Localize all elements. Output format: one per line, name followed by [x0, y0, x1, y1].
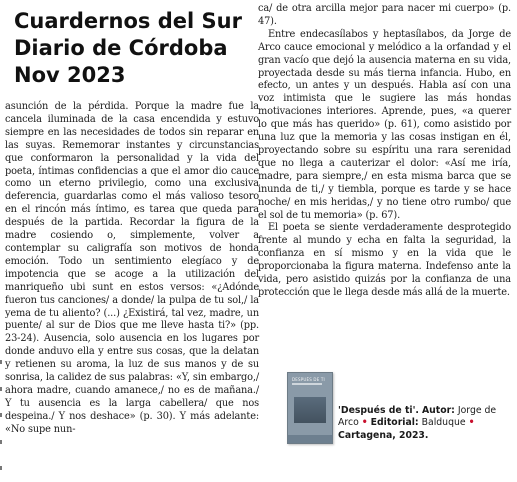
- edge-mark: [0, 360, 2, 364]
- caption-title: 'Después de ti'.: [338, 405, 419, 416]
- caption-publisher-label: Editorial:: [370, 417, 419, 429]
- clipping-header: [14, 8, 254, 89]
- article-paragraph: El poeta se siente verdaderamente desprotegido frente al mundo y echa en falta la seguridad, la confianza en sí mismo y en la vida que le proporcionaba la figura materna. Indefenso ante la vida, pero asistido quizás por la confianza de una protección que le llega desde más allá de la muerte.: [258, 222, 511, 298]
- caption-publisher: Balduque: [421, 417, 466, 429]
- page-edge-marks: [0, 360, 3, 470]
- caption-author-label: Autor:: [421, 405, 455, 416]
- book-cover-title: DESPUÉS DE TI: [292, 377, 325, 382]
- edge-mark: [0, 413, 2, 417]
- book-cover-band: [288, 435, 332, 443]
- header-newspaper-line: Diario de Córdoba: [14, 36, 228, 60]
- book-cover-subtitle-bar: [292, 383, 322, 385]
- book-cover-image: [287, 372, 333, 444]
- book-cover-artwork: [294, 397, 326, 423]
- right-text-column: [258, 3, 511, 300]
- caption-author: Jorge de Arco: [338, 405, 497, 429]
- caption-place-year: Cartagena, 2023.: [338, 429, 429, 441]
- article-paragraph: asunción de la pérdida. Porque la madre fue la cancela iluminada de la casa encendida y estuvo siempre en las necesidades de todos sin reparar en las suyas. Rememorar instantes y circunstancias que conformaron la personalidad y la vida del poeta, íntimas confidencias a que el amor dio cauce como un eterno privilegio, como una exclusiva deferencia, guardarlas como el más valioso tesoro en el rincón más íntimo, es tarea que queda para después de la partida. Recordar la figura de la madre cosiendo o, simplemente, volver a contemplar su caligrafía son motivos de honda emoción. Todo un sentimiento elegíaco y de impotencia que se acoge a la utilización del manriqueño ubi sunt en estos versos: «¿Adónde fueron tus canciones/ a donde/ la pulpa de tu sol,/ la yema de tu aliento? (...) ¿Existirá, tal vez, madre, un puente/ al sur de Dios que me lleve hasta ti?» (pp. 23-24). Ausencia, solo ausencia en los lugares por donde anduvo ella y entre sus cosas, que la delatan y retienen su aroma, la luz de sus manos y de su sonrisa, la calidez de sus palabras: «Y, sin embargo,/ ahora madre, cuando amanece,/ no es de mañana./ Y tu ausencia es la larga cabellera/ que nos despeina./ Y nos deshace» (p. 30). Y más adelante: «No supe nun-: [5, 101, 259, 435]
- article-paragraph: Entre endecasílabos y heptasílabos, da Jorge de Arco cauce emocional y melódico a la orfandad y el gran vacío que dejó la ausencia materna en su vida, proyectada desde su más tierna infancia. Hubo, en efecto, un antes y un después. Habla así con una voz intimista que le sugiere las más hondas motivaciones interiores. Aprende, pues, «a querer lo que más has querido» (p. 61), como asistido por una luz que la memoria y las cosas instigan en él, proyectando sobre su espíritu una rara serenidad que no llega a cauterizar el dolor: «Así me iría, madre, para siempre,/ en esta misma barca que se inunda de ti,/ y tiembla, porque es tarde y se hace noche/ en mis heridas,/ y no tiene otro rumbo/ que el sol de tu memoria» (p. 67).: [258, 28, 511, 221]
- header-date-line: Nov 2023: [14, 63, 126, 87]
- edge-mark: [0, 387, 2, 391]
- caption-bullet: •: [468, 417, 475, 429]
- book-caption: [338, 405, 514, 442]
- header-publication-line: Cuardernos del Sur: [14, 9, 242, 33]
- edge-mark: [0, 466, 2, 470]
- edge-mark: [0, 440, 2, 444]
- article-paragraph: ca/ de otra arcilla mejor para nacer mi cuerpo» (p. 47).: [258, 3, 511, 27]
- caption-bullet: •: [361, 417, 368, 429]
- left-text-column: [5, 101, 259, 437]
